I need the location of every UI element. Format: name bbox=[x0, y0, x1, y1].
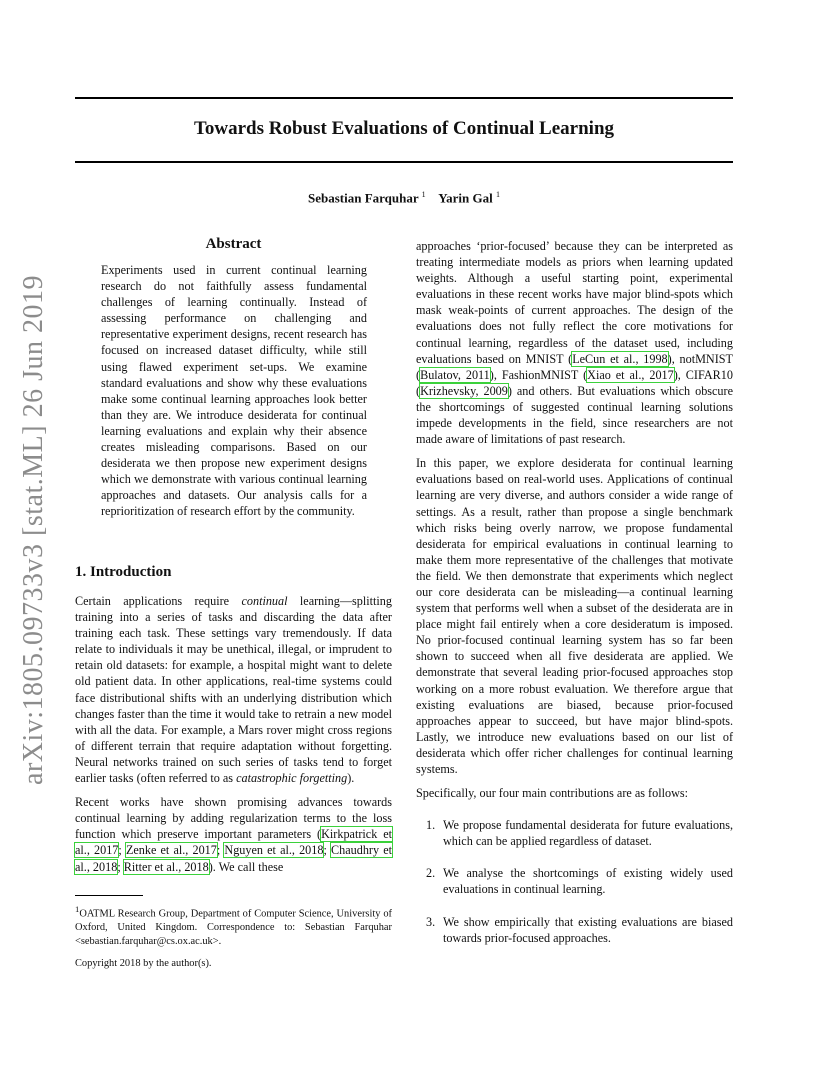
paper-title: Towards Robust Evaluations of Continual Learning bbox=[193, 118, 615, 139]
citation-link[interactable]: Krizhevsky, 2009 bbox=[420, 383, 508, 398]
author-affiliation-mark: 1 bbox=[496, 190, 500, 199]
citation-link[interactable]: Xiao et al., 2017 bbox=[587, 367, 674, 382]
contributions-list bbox=[416, 817, 733, 946]
citation-link[interactable]: Chaudhry et al., 2018 bbox=[75, 843, 392, 874]
author-name: Sebastian Farquhar bbox=[308, 190, 419, 206]
footnote-rule bbox=[75, 895, 143, 896]
abstract-heading: Abstract bbox=[205, 236, 262, 252]
intro-paragraph-2: Recent works have shown promising advances towards continual learning by adding regularization terms to the loss function which preserve important parameters (Kirkpatrick et al., 2017; Zenke et al., 2017; Nguyen et al., 2018; Chaudhry et al., 2018; Ritter et al., 2018). We call these bbox=[75, 795, 392, 874]
list-item: 3. We show empirically that existing evaluations are biased towards prior-focused approaches. bbox=[426, 914, 733, 945]
list-item: 2. We analyse the shortcomings of existing widely used evaluations in continual learning. bbox=[426, 866, 733, 897]
list-item: 1. We propose fundamental desiderata for future evaluations, which can be applied regardless of dataset. bbox=[426, 818, 733, 849]
citation-link[interactable]: Zenke et al., 2017 bbox=[125, 843, 217, 858]
right-column bbox=[416, 238, 733, 946]
title-rule-top bbox=[75, 97, 733, 99]
section-heading-introduction: 1. Introduction bbox=[75, 564, 172, 580]
footnote-text: OATML Research Group, Department of Computer Science, University of Oxford, United Kingdom. Correspondence to: Sebastian Farquhar <sebastian.farquhar@cs.ox.ac.uk>. bbox=[75, 908, 392, 948]
intro-left-column bbox=[75, 593, 392, 875]
title-rule-bottom bbox=[75, 161, 733, 163]
right-paragraph-2: In this paper, we explore desiderata for continual learning evaluations based on real-world uses. Applications of continual learning are very diverse, and authors consider a wide range of settings. As a result, rather than propose a single benchmark which risks being overly narrow, we propose fundamental desiderata for empirical evaluations in continual learning to make them more representative of the challenges that motivate the field. We then demonstrate that experiments which neglect our core desiderata can be misleading—a continual learning system that performs well when a subset of the desiderata are in place might fail entirely when a core desideratum is imposed. No prior-focused continual learning system has so far been shown to succeed when all five desiderata are applied. We demonstrate that several leading prior-focused approaches stop working on a more robust evaluation. We therefore argue that existing evaluations are biased, because prior-focused approaches appear to succeed, but have major blind-spots. Lastly, we introduce new evaluations based on our list of desiderata which offer richer challenges for continual learning systems. bbox=[416, 456, 733, 776]
citation-link[interactable]: Nguyen et al., 2018 bbox=[224, 843, 324, 858]
arxiv-identifier: arXiv:1805.09733v3 [stat.ML] 26 Jun 2019 bbox=[18, 275, 49, 785]
intro-paragraph-1: Certain applications require continual learning—splitting training into a series of tasks and discarding the data after training each task. These settings vary tremendously. If data relate to individuals it may be unethical, illegal, or imprudent to retain old datasets: for example, a hospital might want to delete old patient data. In other applications, real-time systems could face distributional shifts with an underlying distribution which changes faster than the time it would take to retrain a new model with all the data. For example, a Mars rover might cross regions of different terrain that require adaptation without forgetting. Neural networks trained on such series of tasks tend to forget earlier tasks (often referred to as catastrophic forgetting). bbox=[75, 594, 392, 786]
copyright-notice: Copyright 2018 by the author(s). bbox=[75, 958, 212, 969]
citation-link[interactable]: Bulatov, 2011 bbox=[420, 367, 490, 382]
abstract-body: Experiments used in current continual learning research do not faithfully assess fundamental challenges of learning continually. Instead of assessing performance on challenging and representative experiment designs, recent research has focused on increased dataset difficulty, while still using flawed experiment set-ups. We examine standard evaluations and show why these evaluations make some continual learning approaches look better than they are. We introduce desiderata for continual learning evaluations and explain why their absence creates misleading comparisons. Based on our desiderata we then propose new experiment designs which we demonstrate with various continual learning approaches and datasets. Our analysis calls for a reprioritization of research effort by the community. bbox=[101, 263, 367, 519]
author-affiliation-mark: 1 bbox=[421, 190, 426, 199]
footnote-mark: 1 bbox=[75, 904, 80, 914]
footnote bbox=[75, 902, 392, 949]
author-list bbox=[75, 190, 733, 206]
author-name: Yarin Gal bbox=[438, 190, 493, 206]
right-paragraph-3: Specifically, our four main contributions are as follows: bbox=[416, 786, 689, 801]
arxiv-sidebar bbox=[4, 275, 64, 785]
citation-link[interactable]: LeCun et al., 1998 bbox=[572, 351, 668, 366]
citation-link[interactable]: Kirkpatrick et al., 2017 bbox=[75, 827, 392, 858]
right-paragraph-1: approaches ‘prior-focused’ because they can be interpreted as treating intermediate models as priors when learning updated weights. Although a useful starting point, experimental evaluations in these recent works have major blind-spots which mask weak-points of current approaches. The design of the evaluations does not fully reflect the core motivations for continual learning, regardless of the dataset used, including evaluations based on MNIST (LeCun et al., 1998), notMNIST (Bulatov, 2011), FashionMNIST (Xiao et al., 2017), CIFAR10 (Krizhevsky, 2009) and others. But evaluations which obscure the shortcomings of suggested continual learning solutions impede developments in the field, since researchers are not made aware of limitations of past research. bbox=[416, 239, 733, 447]
citation-link[interactable]: Ritter et al., 2018 bbox=[123, 859, 209, 874]
